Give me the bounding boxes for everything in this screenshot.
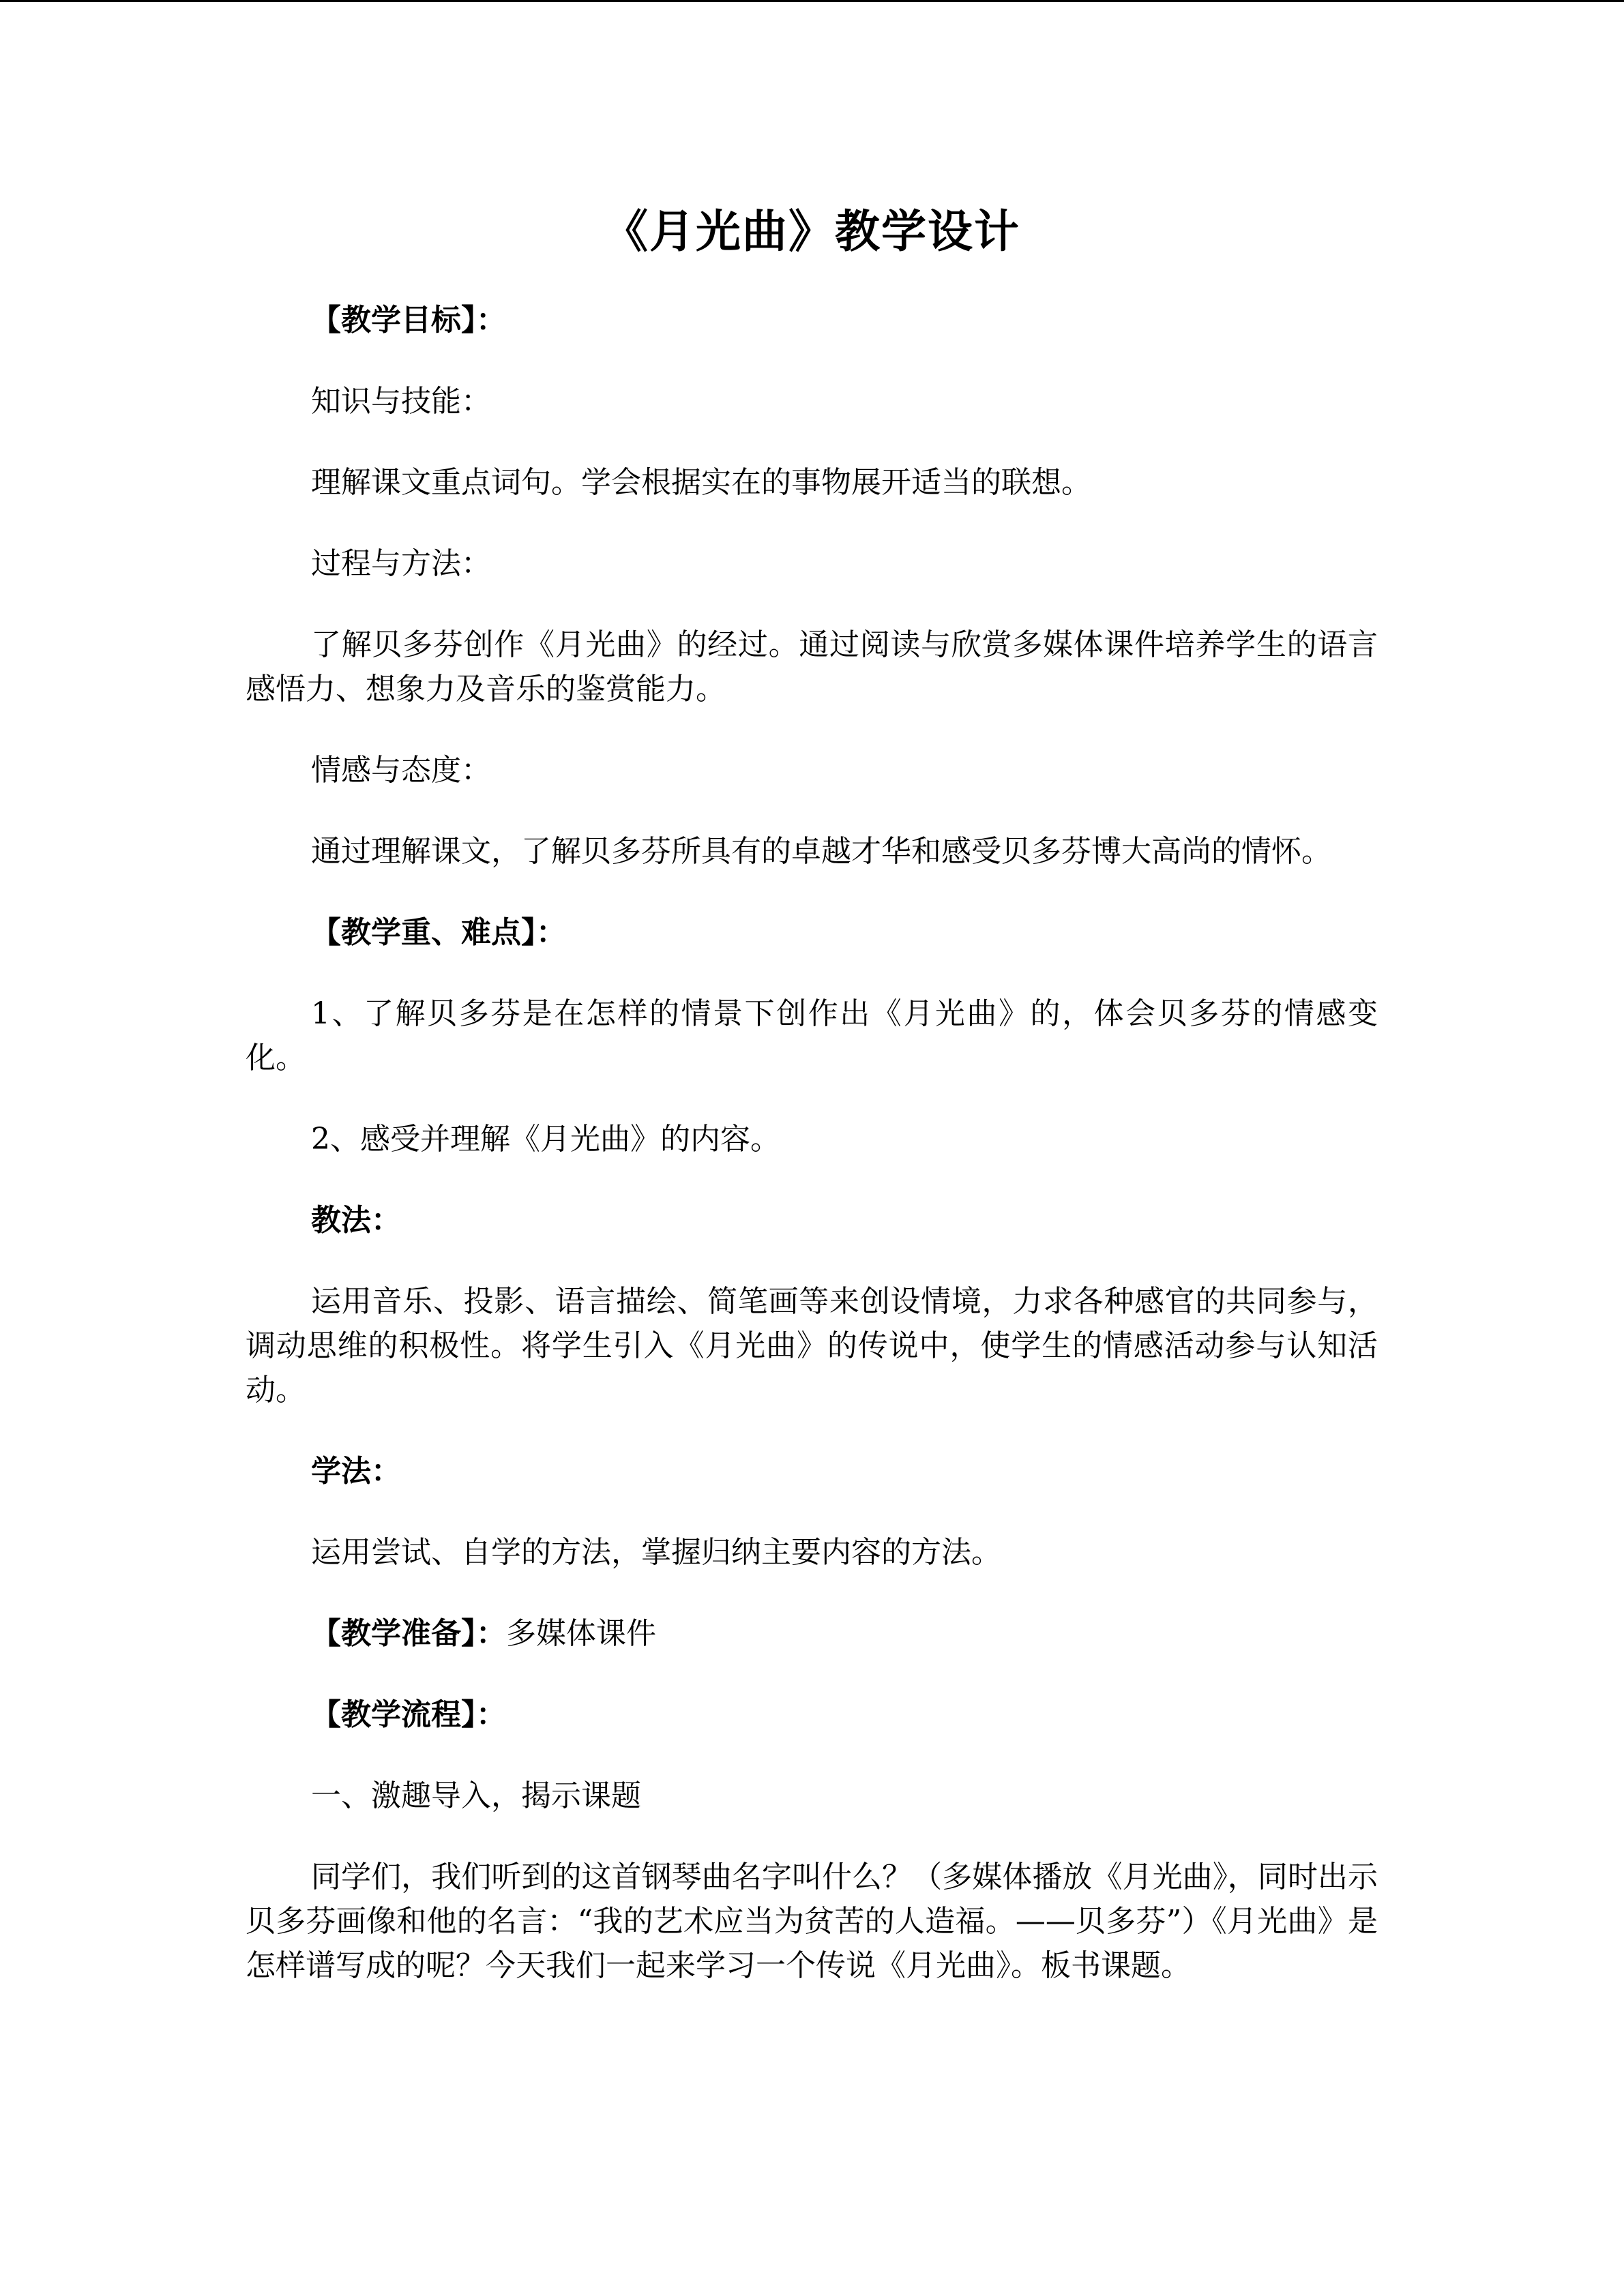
preparation-line — [246, 1611, 1378, 1656]
learning-method-text: 运用尝试、自学的方法，掌握归纳主要内容的方法。 — [311, 1535, 1001, 1570]
step-1-text: 同学们，我们听到的这首钢琴曲名字叫什么？（多媒体播放《月光曲》，同时出示贝多芬画像和他的名言：“我的艺术应当为贫苦的人造福。——贝多芬”）《月光曲》是怎样谱写成的呢？今天我们一起来学习一个传说《月光曲》。板书课题。 — [246, 1860, 1378, 1984]
emotion-text: 通过理解课文，了解贝多芬所具有的卓越才华和感受贝多芬博大高尚的情怀。 — [311, 834, 1331, 869]
flow-heading: 【教学流程】： — [311, 1697, 506, 1733]
keypoint-2: 2、感受并理解《月光曲》的内容。 — [311, 1122, 780, 1157]
step-1-title: 一、激趣导入，揭示课题 — [311, 1778, 641, 1814]
knowledge-text: 理解课文重点词句。学会根据实在的事物展开适当的联想。 — [311, 465, 1091, 501]
emotion-label: 情感与态度： — [311, 753, 491, 788]
knowledge-label: 知识与技能： — [311, 384, 491, 419]
preparation-text: 多媒体课件 — [506, 1616, 656, 1652]
process-text: 了解贝多芬创作《月光曲》的经过。通过阅读与欣赏多媒体课件培养学生的语言感悟力、想象力及音乐的鉴赏能力。 — [246, 627, 1378, 707]
keypoints-heading: 【教学重、难点】： — [311, 915, 566, 951]
learning-method-heading: 学法： — [311, 1454, 401, 1489]
top-border-line — [0, 0, 1624, 2]
keypoint-1: 1、了解贝多芬是在怎样的情景下创作出《月光曲》的，体会贝多芬的情感变化。 — [246, 996, 1378, 1076]
preparation-heading: 【教学准备】： — [311, 1616, 506, 1652]
teaching-method-heading: 教法： — [311, 1203, 401, 1238]
document-page — [246, 205, 1378, 2025]
process-label: 过程与方法： — [311, 546, 491, 582]
objectives-heading: 【教学目标】： — [311, 303, 506, 338]
teaching-method-text: 运用音乐、投影、语言描绘、简笔画等来创设情境，力求各种感官的共同参与，调动思维的积极性。将学生引入《月光曲》的传说中，使学生的情感活动参与认知活动。 — [246, 1284, 1378, 1408]
document-title: 《月光曲》教学设计 — [603, 205, 1020, 258]
